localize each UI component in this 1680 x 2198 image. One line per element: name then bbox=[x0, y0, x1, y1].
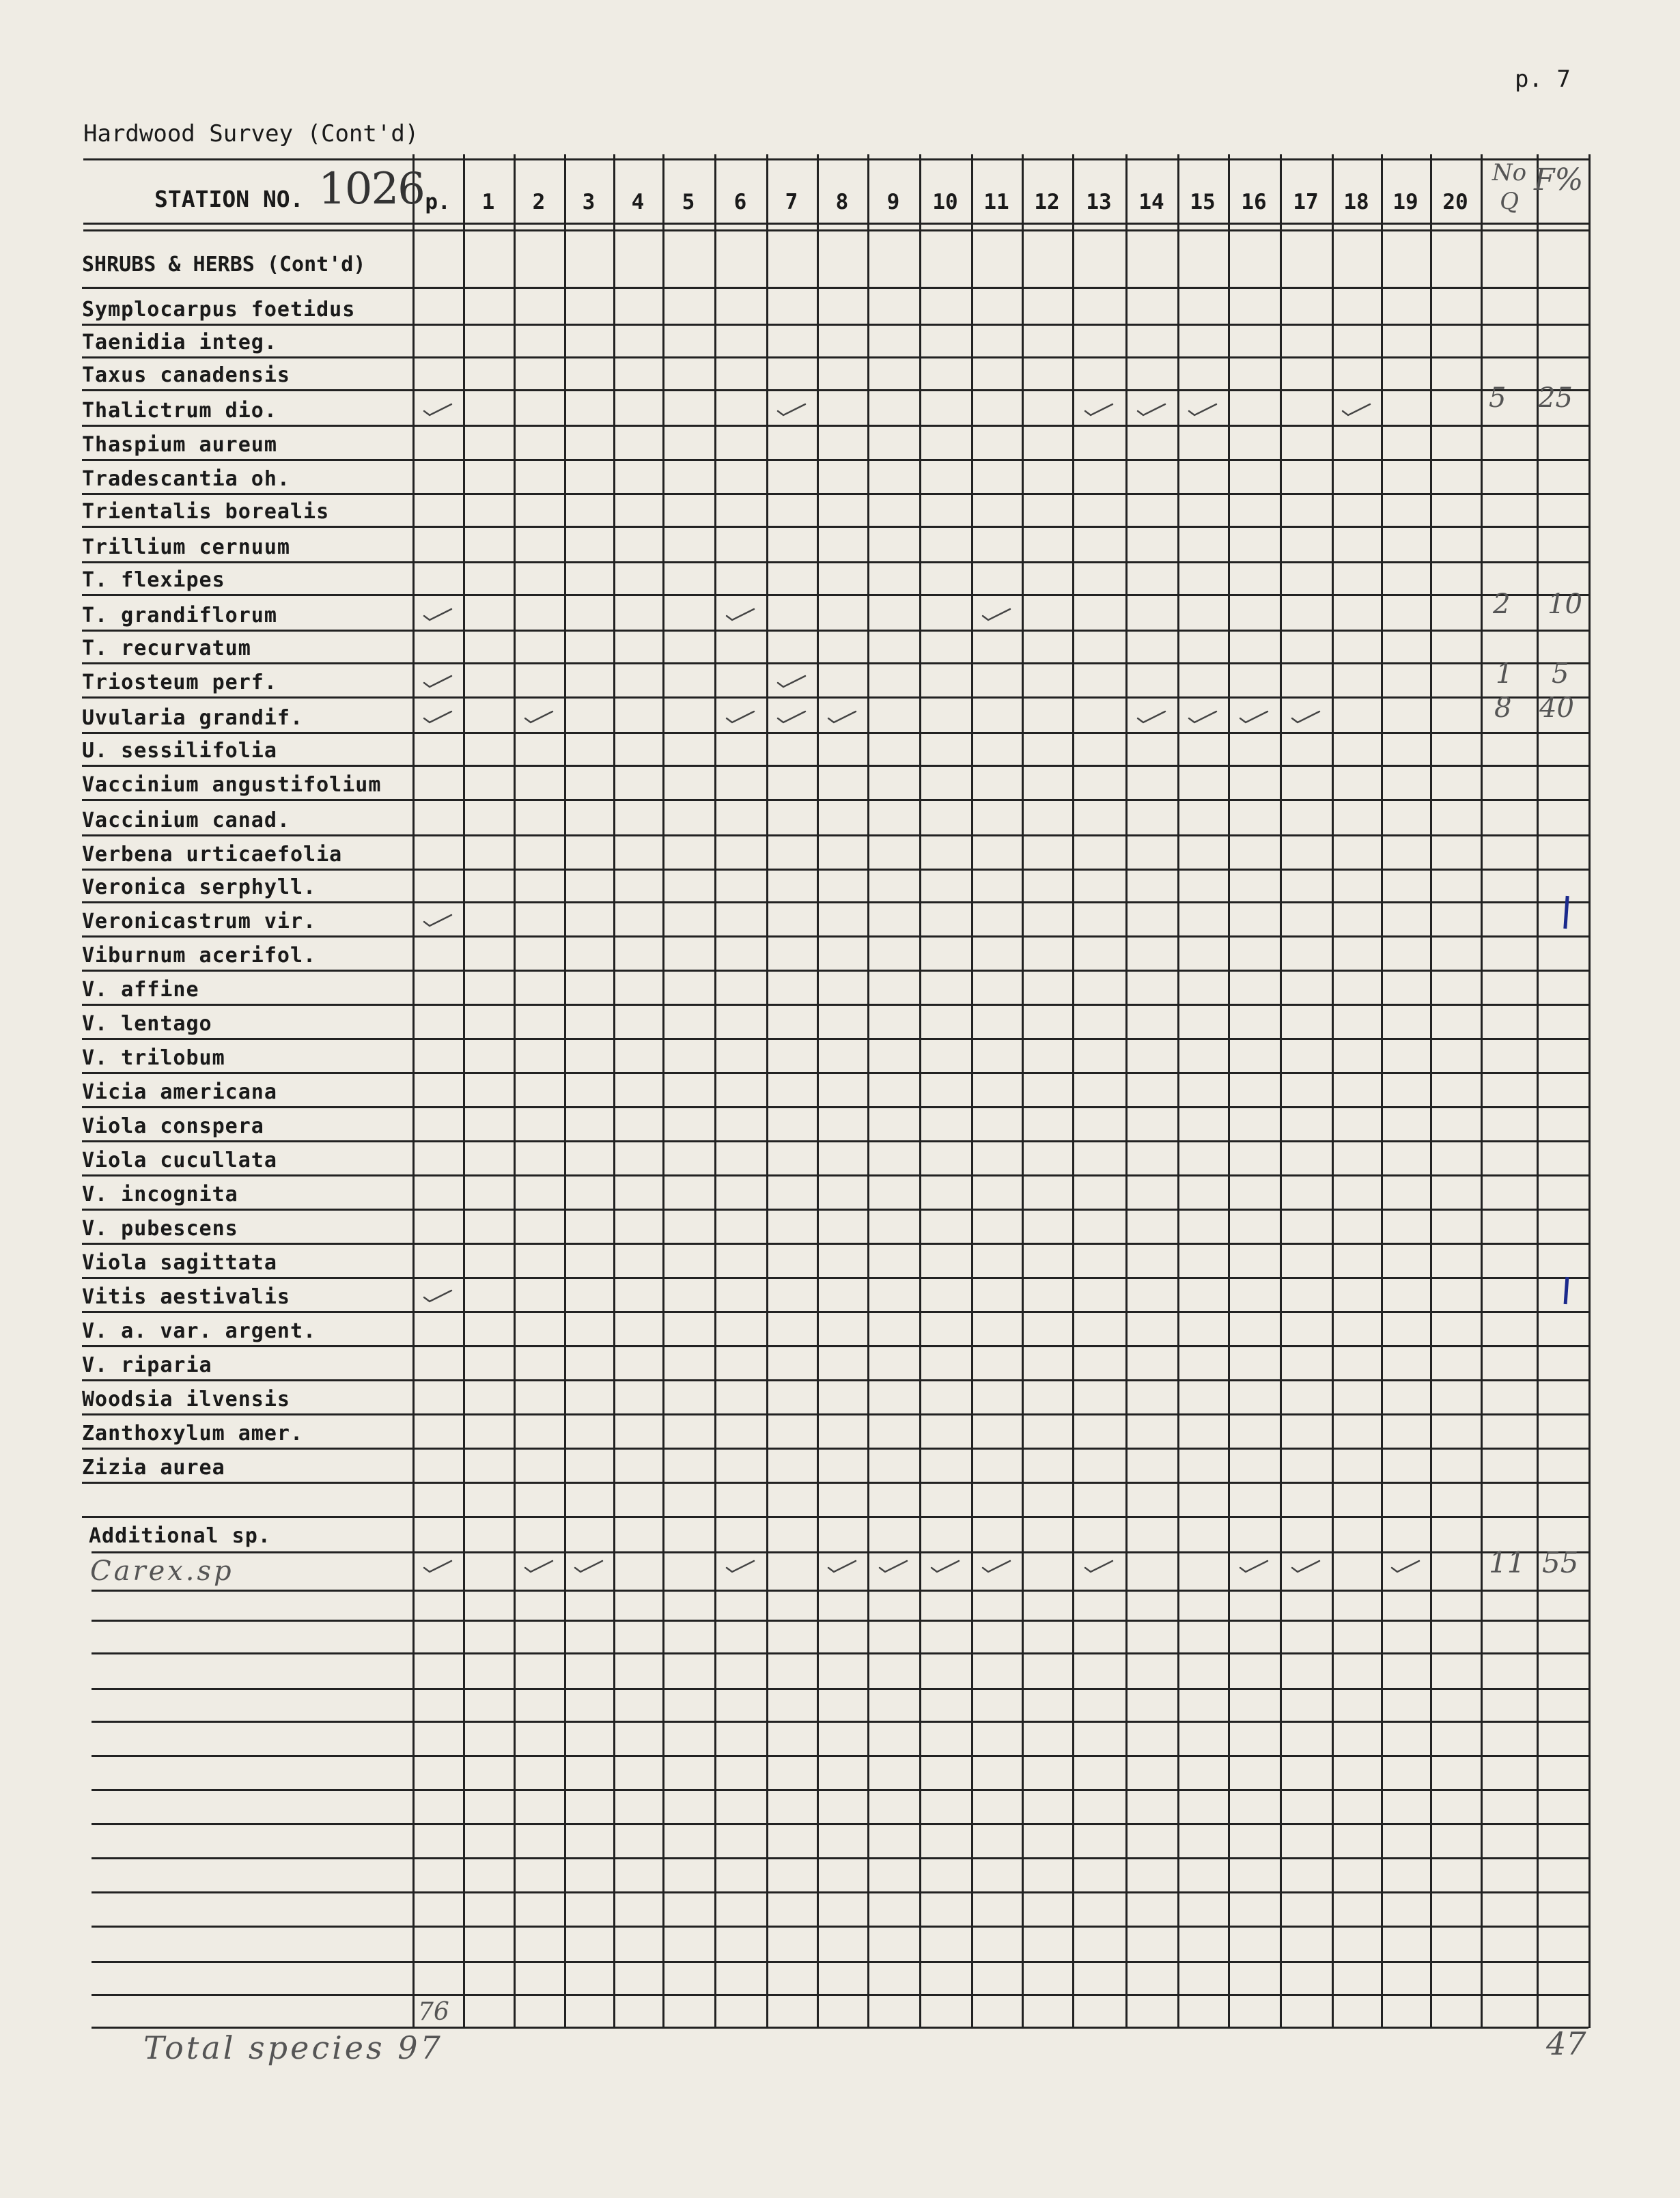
species-name: Symplocarpus foetidus bbox=[82, 298, 356, 322]
grid-line bbox=[412, 154, 415, 2028]
checkmark-icon bbox=[423, 401, 450, 415]
thalictrum-no: 5 bbox=[1489, 382, 1507, 414]
grid-line bbox=[662, 154, 664, 2028]
grid-line bbox=[613, 154, 615, 2028]
grid-line bbox=[514, 154, 516, 2028]
row-line bbox=[82, 901, 1588, 903]
species-name: Zanthoxylum amer. bbox=[82, 1422, 304, 1446]
header-rule bbox=[83, 229, 1588, 231]
grid-line bbox=[714, 154, 716, 2028]
row-line bbox=[82, 1140, 1588, 1142]
grid-line bbox=[1228, 154, 1230, 2028]
species-name: Viola cucullata bbox=[82, 1149, 277, 1172]
row-line bbox=[82, 1174, 1588, 1177]
grid-line bbox=[463, 154, 465, 2028]
grid-line bbox=[867, 154, 869, 2028]
species-name: Zizia aurea bbox=[82, 1456, 225, 1480]
row-line bbox=[82, 1311, 1588, 1313]
p-column-total: 76 bbox=[418, 1998, 449, 2026]
row-line bbox=[82, 1243, 1588, 1245]
checkmark-icon bbox=[725, 1558, 753, 1572]
row-line bbox=[82, 834, 1588, 836]
thalictrum-pct: 25 bbox=[1538, 382, 1573, 414]
column-header: 2 bbox=[532, 190, 546, 214]
species-name: V. trilobum bbox=[82, 1046, 225, 1070]
row-line bbox=[92, 1652, 1588, 1654]
column-header: 19 bbox=[1392, 190, 1418, 214]
document-title: Hardwood Survey (Cont'd) bbox=[83, 120, 419, 147]
grid-line bbox=[1537, 154, 1539, 2028]
row-line bbox=[92, 1590, 1588, 1592]
species-name: V. a. var. argent. bbox=[82, 1319, 317, 1343]
additional-label: Additional sp. bbox=[89, 1524, 271, 1548]
row-line bbox=[82, 1277, 1588, 1279]
station-label: STATION NO. bbox=[154, 186, 304, 212]
percent-header: F% bbox=[1534, 163, 1584, 197]
species-name: Vaccinium canad. bbox=[82, 808, 290, 832]
checkmark-icon bbox=[1188, 401, 1215, 415]
row-line bbox=[82, 594, 1588, 596]
species-name: Thaspium aureum bbox=[82, 433, 277, 457]
trillium-no: 2 bbox=[1493, 589, 1511, 620]
row-line bbox=[82, 1482, 1588, 1484]
carex-pct: 55 bbox=[1542, 1546, 1579, 1579]
checkmark-icon bbox=[524, 709, 551, 722]
species-name: T. recurvatum bbox=[82, 636, 251, 660]
no-q-header: No Q bbox=[1492, 159, 1527, 215]
checkmark-icon bbox=[1239, 709, 1266, 722]
species-name: Trillium cernuum bbox=[82, 535, 290, 559]
station-number: 1026 bbox=[318, 164, 424, 214]
checkmark-icon bbox=[1291, 709, 1318, 722]
row-line bbox=[82, 1038, 1588, 1040]
checkmark-icon bbox=[423, 912, 450, 926]
column-header: 20 bbox=[1442, 190, 1468, 214]
column-header: 6 bbox=[733, 190, 747, 214]
percent-total: 47 bbox=[1546, 2025, 1586, 2062]
row-line bbox=[92, 1961, 1588, 1963]
row-line bbox=[82, 1004, 1588, 1006]
checkmark-icon bbox=[981, 606, 1009, 620]
checkmark-icon bbox=[776, 709, 804, 722]
checkmark-icon bbox=[827, 709, 854, 722]
checkmark-icon bbox=[423, 709, 450, 722]
grid-line bbox=[1481, 154, 1483, 2028]
column-header: 17 bbox=[1293, 190, 1319, 214]
species-name: Viburnum acerifol. bbox=[82, 944, 317, 968]
row-line bbox=[82, 1448, 1588, 1450]
top-rule bbox=[83, 158, 1588, 160]
species-name: T. flexipes bbox=[82, 568, 225, 592]
row-line bbox=[82, 1345, 1588, 1347]
grid-line bbox=[1177, 154, 1179, 2028]
species-name: Triosteum perf. bbox=[82, 671, 277, 694]
row-line bbox=[92, 1789, 1588, 1791]
column-header: 9 bbox=[886, 190, 900, 214]
column-header: 18 bbox=[1343, 190, 1369, 214]
triosteum-no: 1 bbox=[1496, 658, 1513, 690]
species-name: U. sessilifolia bbox=[82, 739, 277, 763]
column-header: 5 bbox=[682, 190, 695, 214]
row-line bbox=[82, 459, 1588, 461]
checkmark-icon bbox=[1341, 401, 1369, 415]
species-name: V. riparia bbox=[82, 1353, 212, 1377]
checkmark-icon bbox=[878, 1558, 906, 1572]
column-header: 12 bbox=[1034, 190, 1060, 214]
species-name: T. grandiflorum bbox=[82, 604, 277, 628]
species-name: Taenidia integ. bbox=[82, 330, 277, 354]
species-name: Verbena urticaefolia bbox=[82, 843, 343, 866]
species-name: Tradescantia oh. bbox=[82, 467, 290, 491]
grid-line bbox=[919, 154, 921, 2028]
uvularia-pct: 40 bbox=[1539, 692, 1574, 724]
checkmark-icon bbox=[1188, 709, 1215, 722]
checkmark-icon bbox=[776, 401, 804, 415]
row-line bbox=[82, 1516, 1588, 1518]
row-line bbox=[82, 356, 1588, 358]
row-line bbox=[82, 732, 1588, 734]
row-line bbox=[82, 1413, 1588, 1415]
grid-line bbox=[1588, 154, 1591, 2028]
row-line bbox=[82, 1106, 1588, 1108]
grid-line bbox=[1125, 154, 1128, 2028]
checkmark-icon bbox=[725, 709, 753, 722]
species-name: Veronica serphyll. bbox=[82, 875, 317, 899]
row-line bbox=[82, 561, 1588, 563]
row-line bbox=[92, 1688, 1588, 1690]
uvularia-no: 8 bbox=[1494, 692, 1512, 724]
row-line bbox=[92, 1823, 1588, 1825]
row-line bbox=[92, 1755, 1588, 1757]
row-line bbox=[82, 526, 1588, 528]
species-name: V. incognita bbox=[82, 1183, 238, 1207]
row-line bbox=[82, 869, 1588, 871]
column-header: 1 bbox=[481, 190, 495, 214]
checkmark-icon bbox=[1084, 1558, 1111, 1572]
species-name: V. affine bbox=[82, 978, 199, 1002]
row-line bbox=[82, 935, 1588, 938]
checkmark-icon bbox=[930, 1558, 957, 1572]
checkmark-icon bbox=[1390, 1558, 1418, 1572]
species-name: Vaccinium angustifolium bbox=[82, 773, 382, 797]
page-number: p. 7 bbox=[1515, 66, 1571, 93]
row-line bbox=[82, 1379, 1588, 1381]
species-name: Trientalis borealis bbox=[82, 500, 330, 524]
checkmark-icon bbox=[1084, 401, 1111, 415]
row-line bbox=[82, 493, 1588, 495]
checkmark-icon bbox=[1136, 401, 1164, 415]
checkmark-icon bbox=[423, 1558, 450, 1572]
row-line bbox=[92, 1994, 1588, 1996]
species-name: Uvularia grandif. bbox=[82, 706, 304, 730]
checkmark-icon bbox=[827, 1558, 854, 1572]
checkmark-icon bbox=[1136, 709, 1164, 722]
row-line bbox=[92, 2027, 1588, 2029]
grid-line bbox=[1072, 154, 1074, 2028]
grid-line bbox=[817, 154, 819, 2028]
section-label: SHRUBS & HERBS (Cont'd) bbox=[82, 253, 366, 277]
column-header: 15 bbox=[1190, 190, 1216, 214]
species-name: Woodsia ilvensis bbox=[82, 1387, 290, 1411]
grid-line bbox=[564, 154, 566, 2028]
checkmark-icon bbox=[423, 673, 450, 687]
carex-no: 11 bbox=[1489, 1546, 1526, 1579]
column-header: 11 bbox=[983, 190, 1009, 214]
row-line bbox=[82, 799, 1588, 801]
species-name: Viola conspera bbox=[82, 1114, 264, 1138]
grid-line bbox=[971, 154, 973, 2028]
row-line bbox=[82, 324, 1588, 326]
column-header: 7 bbox=[785, 190, 798, 214]
row-line bbox=[82, 765, 1588, 767]
species-name: Vicia americana bbox=[82, 1080, 277, 1104]
total-species: Total species 97 bbox=[143, 2029, 443, 2066]
checkmark-icon bbox=[423, 606, 450, 620]
grid-line bbox=[766, 154, 768, 2028]
row-line bbox=[92, 1620, 1588, 1622]
row-line bbox=[82, 662, 1588, 664]
row-line bbox=[92, 1551, 1588, 1553]
row-line bbox=[82, 389, 1588, 391]
column-header: 13 bbox=[1086, 190, 1112, 214]
row-line bbox=[92, 1891, 1588, 1893]
row-line bbox=[82, 630, 1588, 632]
checkmark-icon bbox=[981, 1558, 1009, 1572]
column-header: 3 bbox=[582, 190, 596, 214]
species-name: Veronicastrum vir. bbox=[82, 910, 317, 933]
grid-line bbox=[1022, 154, 1024, 2028]
row-line bbox=[82, 287, 1588, 289]
grid-line bbox=[1430, 154, 1432, 2028]
row-line bbox=[82, 425, 1588, 427]
checkmark-icon bbox=[725, 606, 753, 620]
row-line bbox=[92, 1721, 1588, 1723]
column-header: 4 bbox=[631, 190, 645, 214]
checkmark-icon bbox=[1239, 1558, 1266, 1572]
column-header: 10 bbox=[932, 190, 958, 214]
row-line bbox=[82, 696, 1588, 699]
checkmark-icon bbox=[524, 1558, 551, 1572]
checkmark-icon bbox=[1291, 1558, 1318, 1572]
checkmark-icon bbox=[776, 673, 804, 687]
trillium-pct: 10 bbox=[1548, 589, 1582, 620]
checkmark-icon bbox=[423, 1288, 450, 1301]
row-line bbox=[92, 1926, 1588, 1928]
row-line bbox=[92, 1857, 1588, 1859]
column-header: 14 bbox=[1138, 190, 1164, 214]
column-header-p: p. bbox=[425, 190, 451, 214]
species-name: Taxus canadensis bbox=[82, 363, 290, 387]
grid-line bbox=[1280, 154, 1282, 2028]
additional-species: Carex.sp bbox=[90, 1555, 234, 1587]
grid-line bbox=[1381, 154, 1383, 2028]
triosteum-pct: 5 bbox=[1552, 658, 1569, 690]
species-name: Vitis aestivalis bbox=[82, 1285, 290, 1309]
column-header: 16 bbox=[1241, 190, 1267, 214]
column-header: 8 bbox=[835, 190, 849, 214]
grid-line bbox=[1332, 154, 1334, 2028]
checkmark-icon bbox=[574, 1558, 601, 1572]
species-name: Viola sagittata bbox=[82, 1251, 277, 1275]
row-line bbox=[82, 1209, 1588, 1211]
species-name: V. lentago bbox=[82, 1012, 212, 1036]
species-name: V. pubescens bbox=[82, 1217, 238, 1241]
row-line bbox=[82, 1072, 1588, 1074]
row-line bbox=[82, 970, 1588, 972]
species-name: Thalictrum dio. bbox=[82, 399, 277, 423]
